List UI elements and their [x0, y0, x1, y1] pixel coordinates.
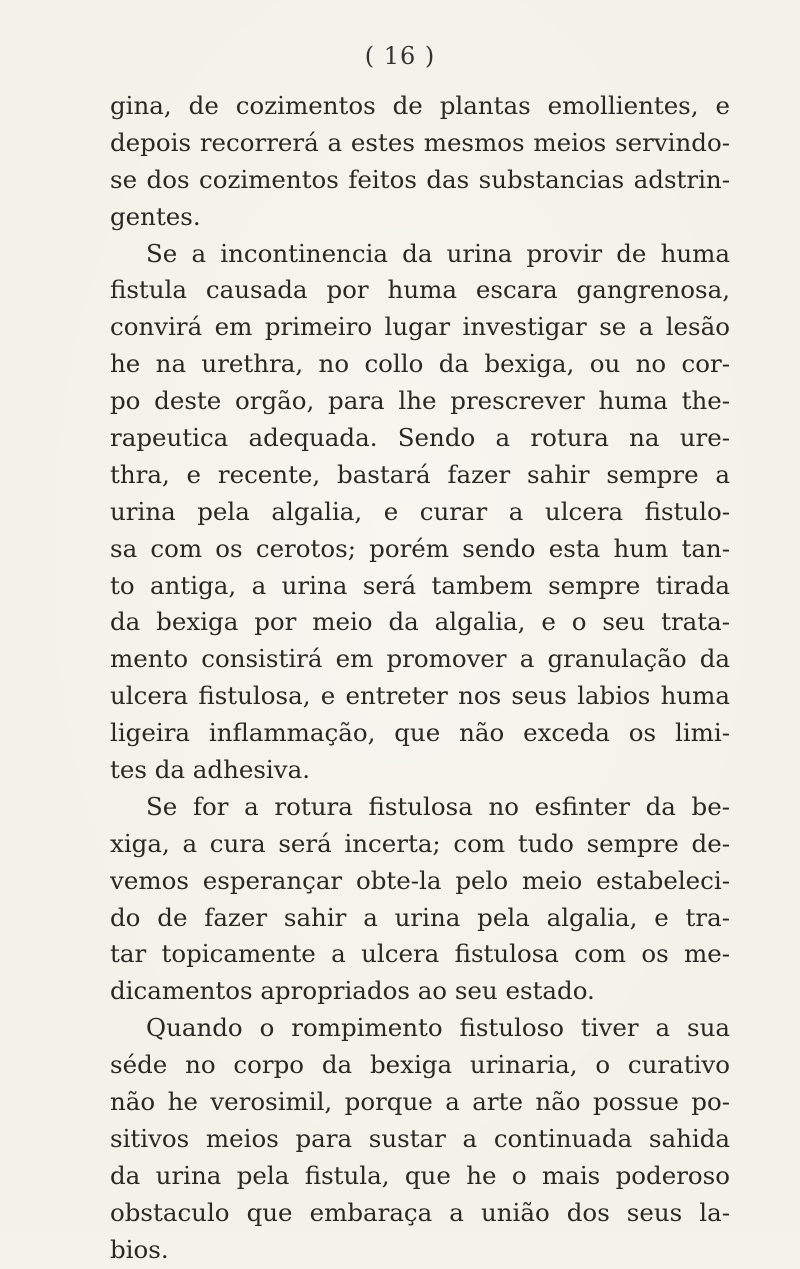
text-line: se dos cozimentos feitos das substancias adstrin- — [110, 164, 730, 194]
text-line: tes da adhesiva. — [110, 755, 310, 785]
text-line: po deste orgão, para lhe prescrever huma the- — [110, 386, 730, 416]
text-line: to antiga, a urina será tambem sempre tirada — [110, 570, 730, 600]
text-line: ulcera fistulosa, e entreter nos seus labios huma — [110, 681, 730, 711]
text-line: depois recorrerá a estes mesmos meios servindo- — [110, 127, 730, 157]
text-line: convirá em primeiro lugar investigar se a lesão — [110, 312, 730, 342]
text-line: rapeutica adequada. Sendo a rotura na ure- — [110, 423, 730, 453]
text-line: obstaculo que embaraça a união dos seus la- — [110, 1197, 730, 1227]
text-line: Se for a rotura fistulosa no esfinter da be- — [146, 791, 730, 821]
text-line: gina, de cozimentos de plantas emollientes, e — [110, 91, 730, 120]
text-line: da urina pela fistula, que he o mais poderoso — [110, 1160, 730, 1190]
text-line: do de fazer sahir a urina pela algalia, e tra- — [110, 902, 730, 932]
text-line: sitivos meios para sustar a continuada sahida — [110, 1123, 730, 1153]
text-line: fistula causada por huma escara gangrenosa, — [110, 275, 730, 305]
page-number: ( 16 ) — [364, 42, 436, 70]
text-line: mento consistirá em promover a granulação da — [110, 644, 730, 674]
body-text — [110, 88, 730, 1269]
text-line: não he verosimil, porque a arte não possue po- — [110, 1087, 730, 1117]
text-line: xiga, a cura será incerta; com tudo sempre de- — [110, 828, 730, 858]
text-line: Se a incontinencia da urina provir de huma — [146, 238, 730, 268]
text-line: thra, e recente, bastará fazer sahir sempre a — [110, 459, 730, 489]
text-line: gentes. — [110, 201, 201, 231]
text-line: bios. — [110, 1234, 169, 1264]
text-line: sa com os cerotos; porém sendo esta hum tan- — [110, 533, 730, 563]
text-line: vemos esperançar obte-la pelo meio estabeleci- — [110, 865, 730, 895]
text-line: urina pela algalia, e curar a ulcera fistulo- — [110, 496, 730, 526]
text-line: da bexiga por meio da algalia, e o seu trata- — [110, 607, 730, 637]
text-line: ligeira inflammação, que não exceda os limi- — [110, 718, 730, 748]
text-line: he na urethra, no collo da bexiga, ou no cor- — [110, 349, 730, 379]
text-line: dicamentos apropriados ao seu estado. — [110, 976, 595, 1006]
text-line: tar topicamente a ulcera fistulosa com os me- — [110, 939, 730, 969]
text-line: séde no corpo da bexiga urinaria, o curativo — [110, 1050, 730, 1080]
text-line: Quando o rompimento fistuloso tiver a sua — [146, 1013, 730, 1043]
